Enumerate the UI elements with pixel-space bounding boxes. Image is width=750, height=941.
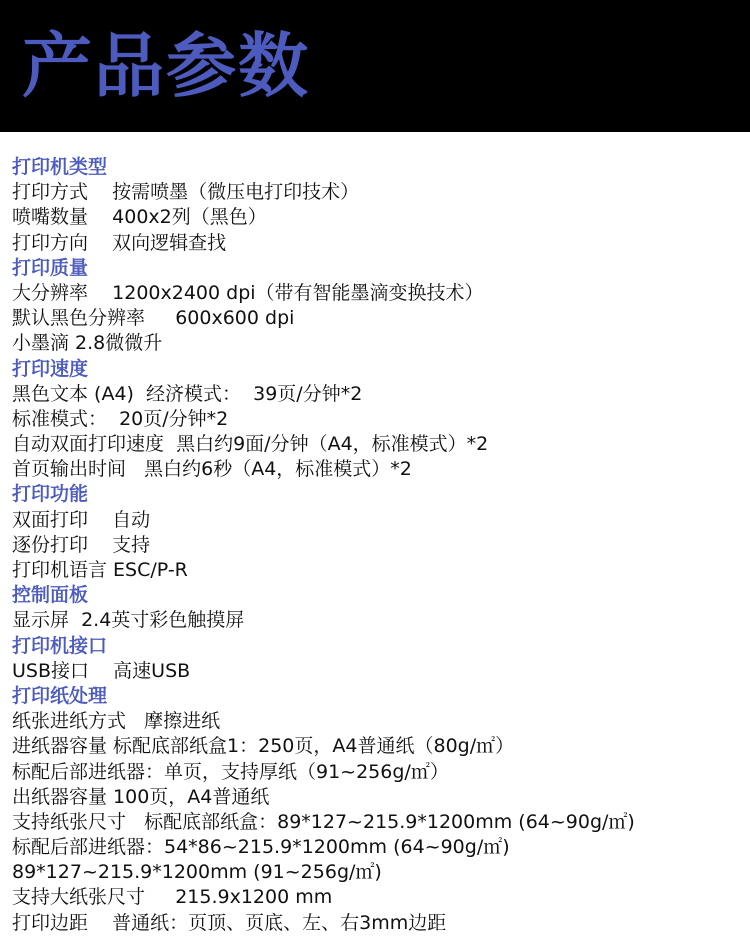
- section-heading: 打印质量: [12, 256, 89, 279]
- spec-line: 首页输出时间 黑白约6秒（A4，标准模式）*2: [12, 458, 412, 481]
- spec-line: 逐份打印 支持: [12, 533, 151, 556]
- spec-line: 支持纸张尺寸 标配底部纸盒：89*127~215.9*1200mm (64~90g/㎡): [12, 810, 635, 833]
- section-heading: 打印机接口: [12, 634, 108, 657]
- spec-line: 双面打印 自动: [12, 508, 151, 531]
- spec-line: 支持大纸张尺寸 215.9x1200 mm: [12, 886, 333, 909]
- spec-line: 打印方向 双向逻辑查找: [12, 231, 227, 254]
- spec-list: [0, 132, 750, 936]
- spec-line: 小墨滴 2.8微微升: [12, 332, 163, 355]
- spec-line: 黑色文本 (A4) 经济模式： 39页/分钟*2: [12, 382, 363, 405]
- spec-line: 显示屏 2.4英寸彩色触摸屏: [12, 609, 245, 632]
- section-heading: 打印机类型: [12, 156, 108, 178]
- spec-line: 大分辨率 1200x2400 dpi（带有智能墨滴变换技术）: [12, 281, 484, 304]
- spec-line: 打印机语言 ESC/P-R: [12, 559, 188, 581]
- spec-line: 进纸器容量 标配底部纸盒1：250页，A4普通纸（80g/㎡）: [12, 735, 515, 758]
- section-heading: 打印速度: [12, 357, 89, 380]
- spec-line: 标配后部进纸器：54*86~215.9*1200mm (64~90g/㎡): [12, 836, 510, 859]
- section-heading: 打印纸处理: [12, 684, 108, 707]
- spec-line: 打印边距 普通纸：页顶、页底、左、右3mm边距: [12, 911, 447, 934]
- spec-line: 自动双面打印速度 黑白约9面/分钟（A4，标准模式）*2: [12, 433, 489, 456]
- spec-line: 打印方式 按需喷墨（微压电打印技术）: [12, 181, 360, 204]
- spec-line: 标配后部进纸器：单页，支持厚纸（91~256g/㎡）: [12, 760, 449, 783]
- section-heading: 打印功能: [12, 483, 89, 506]
- section-heading: 控制面板: [12, 584, 89, 607]
- spec-line: 喷嘴数量 400x2列（黑色）: [12, 206, 267, 229]
- page-title: 产品参数: [22, 25, 310, 107]
- spec-line: USB接口 高速USB: [12, 659, 191, 682]
- spec-line: 出纸器容量 100页，A4普通纸: [12, 785, 270, 808]
- spec-line: 默认黑色分辨率 600x600 dpi: [12, 307, 295, 330]
- spec-line: 89*127~215.9*1200mm (91~256g/㎡): [12, 861, 382, 884]
- spec-line: 纸张进纸方式 摩擦进纸: [12, 710, 221, 733]
- spec-line: 标准模式： 20页/分钟*2: [12, 407, 229, 430]
- header-banner: [0, 0, 750, 132]
